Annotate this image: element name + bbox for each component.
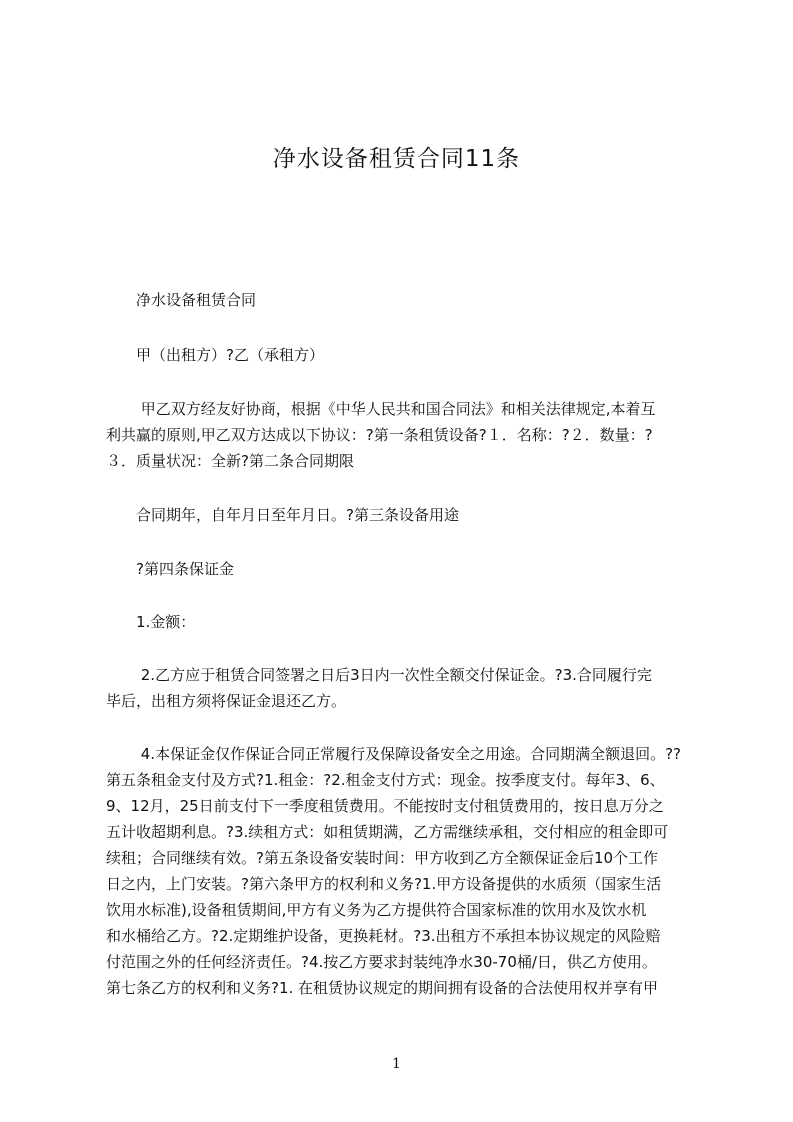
text-line: 利共赢的原则,甲乙双方达成以下协议：?第一条租赁设备?１．名称：?２．数量：? (106, 426, 653, 444)
text-line: 9、12月，25日前支付下一季度租赁费用。不能按时支付租赁费用的，按日息万分之 (106, 797, 664, 815)
text-line: 2.乙方应于租赁合同签署之日后3日内一次性全额交付保证金。?3.合同履行完 (106, 666, 652, 684)
text-line: 毕后，出租方须将保证金退还乙方。 (106, 692, 347, 710)
paragraph-term (106, 502, 700, 528)
text-line: 和水桶给乙方。?2.定期维护设备，更换耗材。?3.出租方不承担本协议规定的风险赔 (106, 927, 661, 945)
paragraph-parties (106, 342, 700, 368)
paragraph-amount (106, 609, 700, 635)
document-title: 净水设备租赁合同11条 (272, 146, 521, 172)
text-line: 付范围之外的任何经济责任。?4.按乙方要求封装纯净水30-70桶/日，供乙方使用。 (106, 953, 657, 971)
text-line: 第五条租金支付及方式?1.租金：?2.租金支付方式：现金。按季度支付。每年3、6、 (106, 771, 665, 789)
page-number: 1 (392, 1056, 401, 1072)
text-line: 饮用水标准),设备租赁期间,甲方有义务为乙方提供符合国家标准的饮用水及饮水机 (106, 901, 647, 919)
paragraph-deposit-heading (106, 556, 700, 582)
text-line: 4.本保证金仅作保证合同正常履行及保障设备安全之用途。合同期满全额退回。?? (106, 745, 682, 763)
text-line: 甲（出租方）?乙（承租方） (106, 346, 324, 364)
text-line: 第七条乙方的权利和义务?1. 在租赁协议规定的期间拥有设备的合法使用权并享有甲 (106, 979, 659, 997)
text-line: 合同期年，自年月日至年月日。?第三条设备用途 (106, 506, 459, 524)
paragraph-heading (106, 287, 700, 313)
text-line: ?第四条保证金 (106, 560, 234, 578)
paragraph-deposit-payment (106, 662, 700, 714)
text-line: 1.金额： (106, 613, 196, 631)
text-line: 日之内，上门安装。?第六条甲方的权利和义务?1.甲方设备提供的水质须（国家生活 (106, 875, 662, 893)
paragraph-agreement (106, 396, 700, 474)
text-line: 续租；合同继续有效。?第五条设备安装时间：甲方收到乙方全额保证金后10个工作 (106, 849, 659, 867)
text-line: ３．质量状况：全新?第二条合同期限 (106, 452, 354, 470)
paragraph-terms-body (106, 741, 700, 1001)
text-line: 五计收超期利息。?3.续租方式：如租赁期满，乙方需继续承租，交付相应的租金即可 (106, 823, 669, 841)
text-line: 甲乙双方经友好协商，根据《中华人民共和国合同法》和相关法律规定,本着互 (106, 400, 656, 418)
text-line: 净水设备租赁合同 (106, 291, 257, 309)
